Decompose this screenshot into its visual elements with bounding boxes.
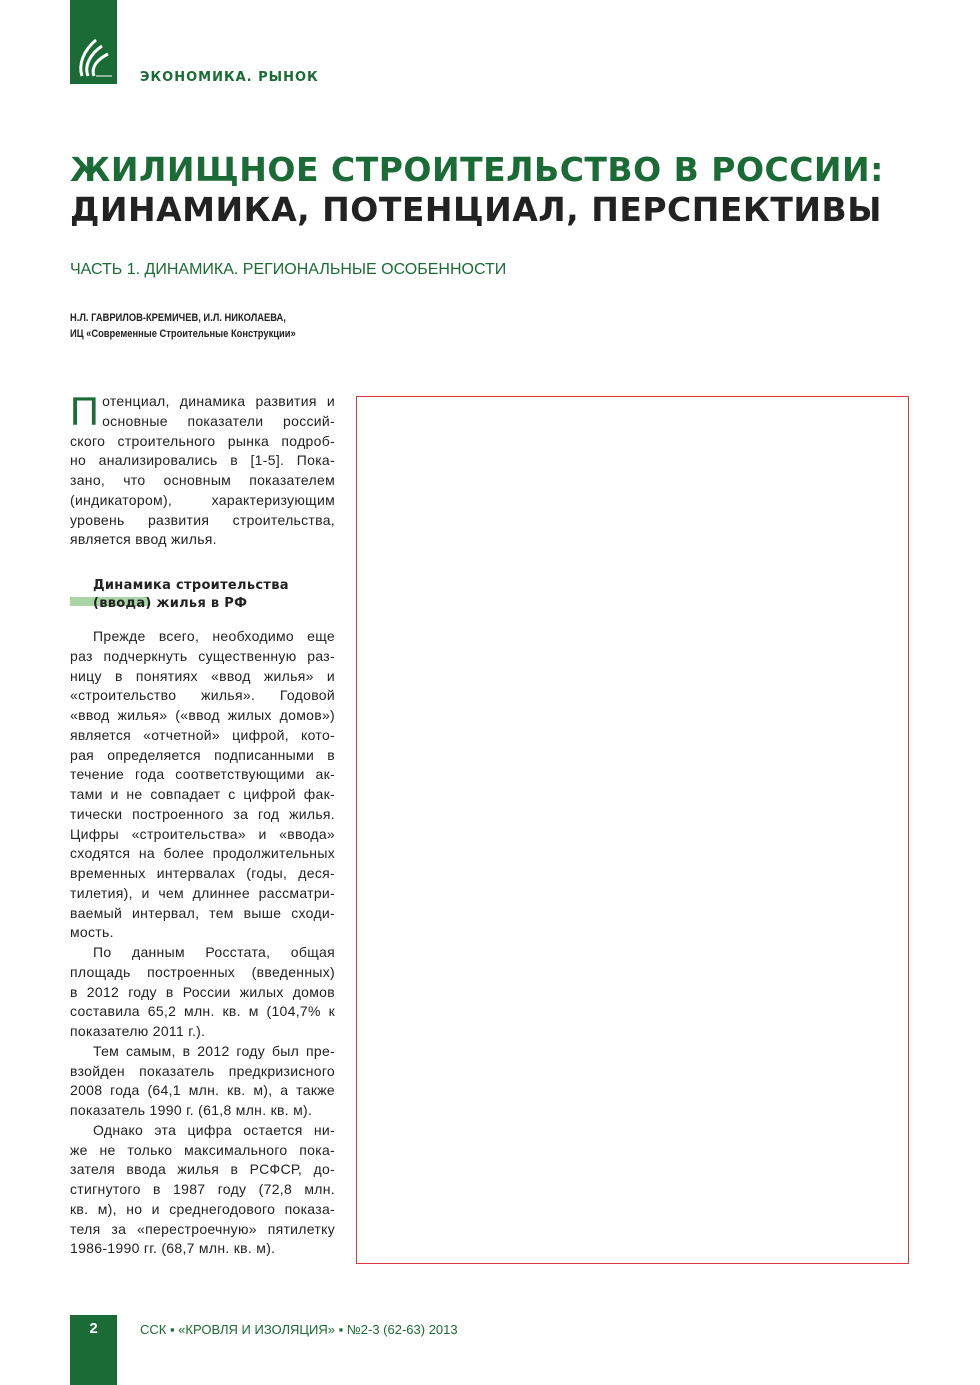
intro-paragraph	[70, 392, 335, 550]
text-line: ского строительного рынка подроб-	[70, 432, 335, 449]
section-heading-line-2: (ввода) жилья в РФ	[93, 596, 248, 611]
paragraph	[70, 627, 335, 943]
text-line: же не только максимального пока-	[70, 1141, 335, 1158]
text-line: 2008 года (64,1 млн. кв. м), а также	[70, 1082, 335, 1099]
text-line: но анализировались в [1-5]. Пока-	[70, 452, 335, 469]
author-organization: ИЦ «Современные Строительные Конструкции»	[70, 328, 296, 340]
text-line: ницу в понятиях «ввод жилья» и	[70, 667, 335, 684]
text-line: Цифры «строительства» и «ввода»	[70, 825, 335, 842]
text-line: (индикатором), характеризующим	[70, 491, 335, 508]
text-line: ваемый интервал, тем выше сходи-	[70, 904, 335, 921]
text-line: временных интервалах (годы, деся-	[70, 865, 335, 881]
section-label: ЭКОНОМИКА. РЫНОК	[140, 70, 319, 85]
page-number-block	[70, 1315, 117, 1385]
text-line: течение года соответствующими ак-	[70, 766, 335, 783]
text-line: Однако эта цифра остается ни-	[93, 1121, 335, 1138]
text-line: «строительство жилья». Годовой	[70, 687, 335, 704]
text-line: тически построенного за год жилья.	[70, 805, 335, 822]
text-line: отенциал, динамика развития и	[102, 393, 335, 409]
text-line: основные показатели россий-	[102, 412, 335, 429]
footer-journal-info: ССК ▪ «КРОВЛЯ И ИЗОЛЯЦИЯ» ▪ №2-3 (62-63) 2013	[140, 1322, 458, 1337]
text-line: зателя ввода жилья в РСФСР, до-	[70, 1161, 335, 1178]
section-heading	[93, 577, 335, 613]
text-line: является ввод жилья.	[70, 531, 217, 548]
text-column	[70, 392, 335, 1259]
text-line: взойден показатель предкризисного	[70, 1062, 335, 1079]
text-line: По данным Росстата, общая	[93, 944, 335, 960]
text-line: сходятся на более продолжительных	[70, 845, 335, 862]
paragraph	[70, 1121, 335, 1259]
text-line: теля за «перестроечную» пятилетку	[70, 1220, 335, 1237]
text-line: площадь построенных (введенных)	[70, 963, 335, 980]
logo	[70, 0, 117, 84]
figure-placeholder-frame	[356, 396, 909, 1264]
paragraph	[70, 943, 335, 1042]
text-line: является «отчетной» цифрой, кото-	[70, 726, 335, 743]
text-line: составила 65,2 млн. кв. м (104,7% к	[70, 1003, 335, 1020]
text-line: 1986-1990 гг. (68,7 млн. кв. м).	[70, 1240, 276, 1257]
text-line: Прежде всего, необходимо еще	[93, 628, 335, 644]
text-line: показателю 2011 г.).	[70, 1023, 206, 1039]
text-line: зано, что основным показателем	[70, 472, 335, 488]
text-line: раз подчеркнуть существенную раз-	[70, 647, 335, 664]
text-line: мость.	[70, 924, 114, 941]
title-line-1: ЖИЛИЩНОЕ СТРОИТЕЛЬСТВО В РОССИИ:	[70, 150, 884, 189]
author-names: Н.Л. ГАВРИЛОВ-КРЕМИЧЕВ, И.Л. НИКОЛАЕВА,	[70, 312, 286, 324]
text-line: рая определяется подписанными в	[70, 746, 335, 763]
text-line: тами и не совпадает с цифрой фак-	[70, 786, 335, 802]
drop-cap: П	[70, 390, 100, 434]
text-line: Тем самым, в 2012 году был пре-	[93, 1042, 335, 1059]
title-line-2: ДИНАМИКА, ПОТЕНЦИАЛ, ПЕРСПЕКТИВЫ	[70, 190, 882, 229]
text-line: кв. м), но и среднегодового показа-	[70, 1200, 335, 1217]
text-line: в 2012 году в России жилых домов	[70, 983, 335, 1000]
authors	[70, 310, 296, 342]
section-heading-line-1: Динамика строительства	[93, 578, 289, 593]
text-line: стигнутого в 1987 году (72,8 млн.	[70, 1181, 335, 1197]
text-line: показатель 1990 г. (61,8 млн. кв. м).	[70, 1102, 313, 1118]
text-line: «ввод жилья» («ввод жилых домов»)	[70, 707, 335, 723]
leaf-logo-icon	[76, 36, 112, 80]
paragraph	[70, 1042, 335, 1121]
article-subtitle: ЧАСТЬ 1. ДИНАМИКА. РЕГИОНАЛЬНЫЕ ОСОБЕННОСТИ	[70, 261, 507, 278]
article-title	[70, 150, 884, 230]
page-number: 2	[89, 1320, 98, 1337]
text-line: тилетия), и чем длиннее рассматри-	[70, 884, 335, 901]
text-line: уровень развития строительства,	[70, 511, 335, 528]
